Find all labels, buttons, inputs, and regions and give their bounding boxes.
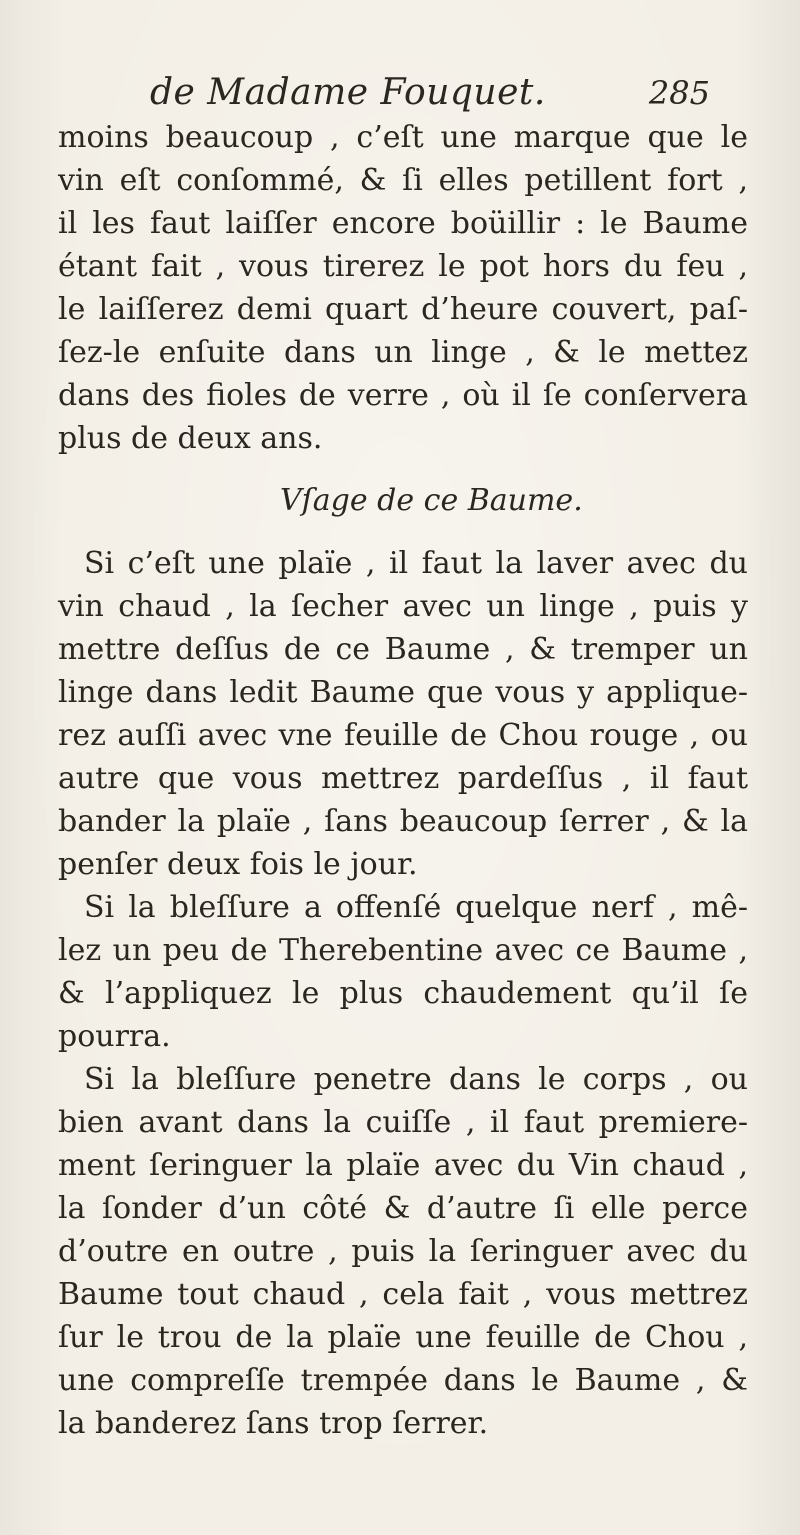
text-line: moins beaucoup , c’eſt une marque que le <box>58 120 748 155</box>
text-line: autre que vous mettrez pardeſſus , il faut <box>58 761 748 796</box>
text-line: dans des fioles de verre , où il ſe conſervera <box>58 378 748 413</box>
paragraph-wound-care <box>58 542 748 886</box>
text-line: Si la bleſſure a offenſé quelque nerf , mê- <box>84 890 748 925</box>
text-line: d’outre en outre , puis la ſeringuer avec du <box>58 1234 748 1269</box>
text-line: bien avant dans la cuiſſe , il faut premiere- <box>58 1105 748 1140</box>
text-line: vin chaud , la ſecher avec un linge , puis y <box>58 589 748 624</box>
paragraph-recipe-end <box>58 116 748 460</box>
text-line: Si la bleſſure penetre dans le corps , ou <box>84 1062 748 1097</box>
page-number: 285 <box>648 74 710 112</box>
text-line: une compreſſe trempée dans le Baume , & <box>58 1363 748 1398</box>
text-line: vin eſt conſommé, & ſi elles petillent fort , <box>58 163 748 198</box>
text-line: ment ſeringuer la plaïe avec du Vin chaud , <box>58 1148 748 1183</box>
text-line: le laiſſerez demi quart d’heure couvert, paſ- <box>58 292 748 327</box>
text-line: la banderez ſans trop ſerrer. <box>58 1406 489 1441</box>
text-line: & l’appliquez le plus chaudement qu’il ſe <box>58 976 748 1011</box>
body-text <box>58 116 748 1445</box>
text-line: la ſonder d’un côté & d’autre ſi elle perce <box>58 1191 748 1226</box>
text-line: pourra. <box>58 1019 171 1054</box>
text-line: mettre deſſus de ce Baume , & tremper un <box>58 632 748 667</box>
text-line: rez auſſi avec vne feuille de Chou rouge , ou <box>58 718 748 753</box>
text-line: linge dans ledit Baume que vous y applique- <box>58 675 748 710</box>
running-title: de Madame Fouquet. <box>150 72 546 113</box>
paragraph-deep-wound <box>58 1058 748 1445</box>
paragraph-nerf <box>58 886 748 1058</box>
text-line: Baume tout chaud , cela fait , vous mettrez <box>58 1277 748 1312</box>
section-heading: Vſage de ce Baume. <box>280 483 583 518</box>
text-line: lez un peu de Therebentine avec ce Baume , <box>58 933 748 968</box>
text-line: il les faut laiſſer encore boüillir : le Baume <box>58 206 748 241</box>
text-line: étant fait , vous tirerez le pot hors du feu , <box>58 249 748 284</box>
text-line: plus de deux ans. <box>58 421 323 456</box>
text-line: penſer deux fois le jour. <box>58 847 418 882</box>
page-header <box>150 72 710 116</box>
text-line: ſur le trou de la plaïe une feuille de Chou , <box>58 1320 748 1355</box>
text-line: bander la plaïe , ſans beaucoup ſerrer , & la <box>58 804 748 839</box>
text-line: Si c’eſt une plaïe , il faut la laver avec du <box>84 546 748 581</box>
text-line: ſez-le enſuite dans un linge , & le mettez <box>58 335 748 370</box>
